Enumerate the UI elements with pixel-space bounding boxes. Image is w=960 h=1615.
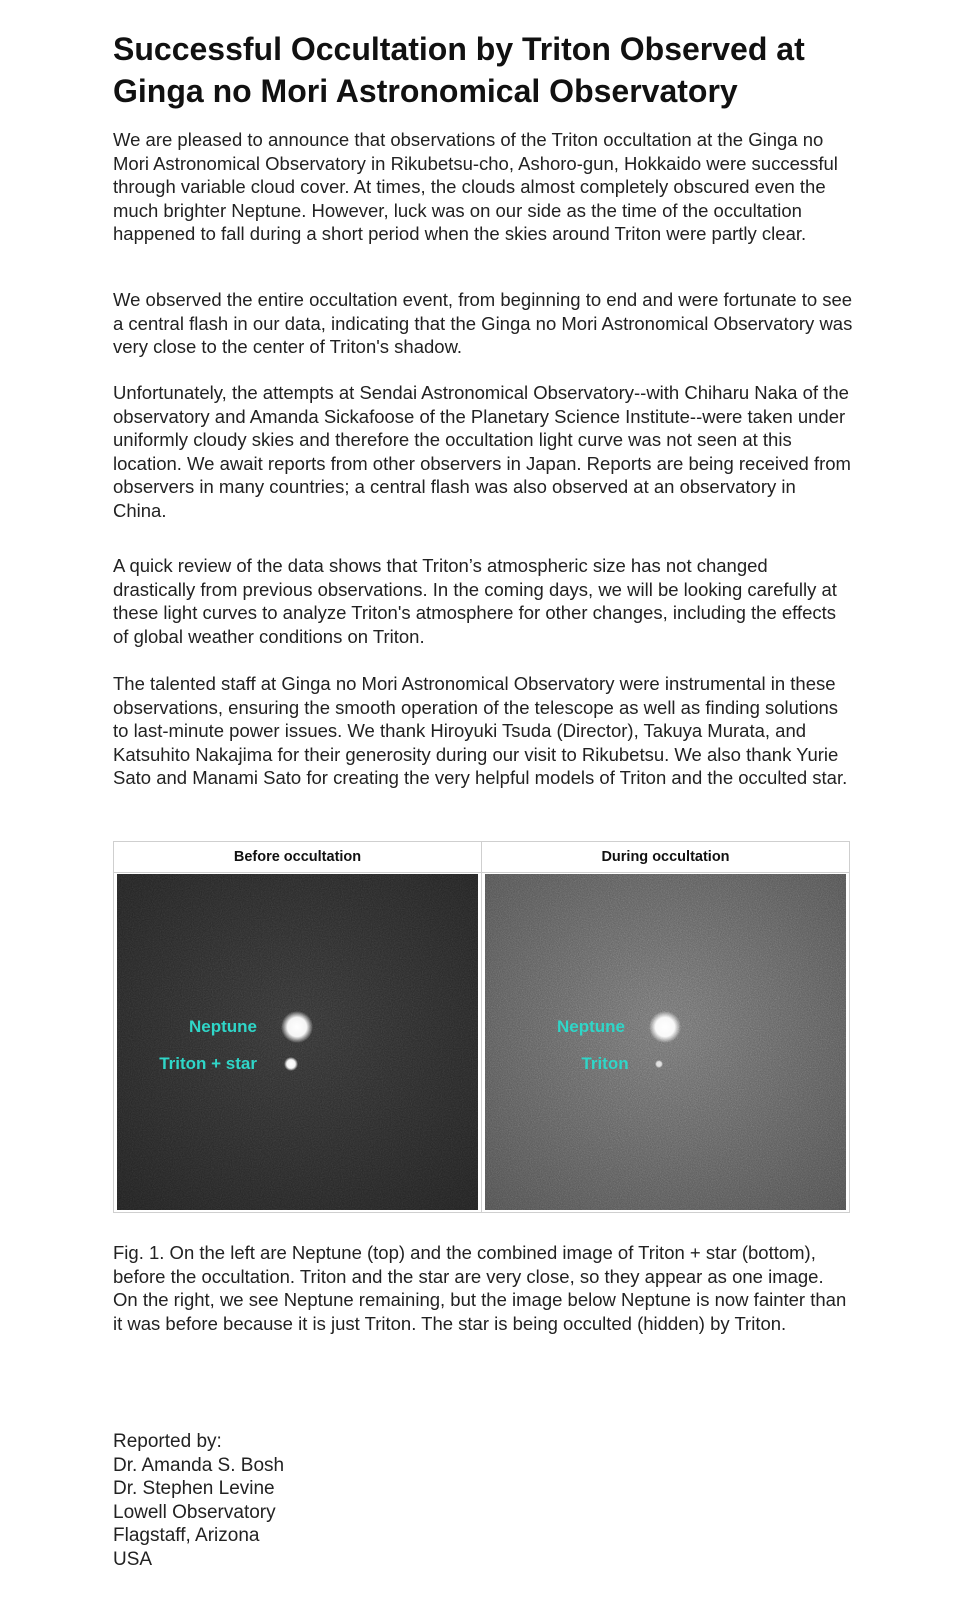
figure-column-before (114, 842, 482, 1212)
reporter-line: USA (113, 1548, 153, 1570)
neptune-label-during: Neptune (557, 1017, 625, 1036)
telescope-image-during-svg (485, 874, 846, 1210)
figure-caption: Fig. 1. On the left are Neptune (top) and the combined image of Triton + star (bottom), before the occultation. Triton and the star are very close, so they appear as one image. On the right, we see Neptune remaining, but the image below Neptune is now fainter than it was before because it is just Triton. The star is being occulted (hidden) by Triton. (113, 1242, 847, 1334)
figure-heading-during: During occultation (482, 842, 849, 873)
article-title: Successful Occultation by Triton Observed at Ginga no Mori Astronomical Observatory (113, 31, 805, 109)
reporter-line: Lowell Observatory (113, 1501, 276, 1523)
neptune-blob-before (281, 1011, 313, 1043)
paragraph-3: Unfortunately, the attempts at Sendai Astronomical Observatory--with Chiharu Naka of the observatory and Amanda Sickafoose of the Planetary Science Institute--were taken under uniformly cloudy skies and therefore the occultation light curve was not seen at this location. We await reports from other observers in Japan. Reports are being received from observers in many countries; a central flash was also observed at an observatory in China. (113, 382, 851, 521)
paragraph-1: We are pleased to announce that observations of the Triton occultation at the Ginga no Mori Astronomical Observatory in Rikubetsu-cho, Ashoro-gun, Hokkaido were successful through variable cloud cover. At times, the clouds almost completely obscured even the much brighter Neptune. However, luck was on our side as the time of the occultation happened to fall during a short period when the skies around Triton were partly clear. (113, 129, 838, 245)
telescope-image-before (117, 874, 478, 1210)
figure-heading-before: Before occultation (114, 842, 481, 873)
neptune-label-before: Neptune (189, 1017, 257, 1036)
paragraph-2: We observed the entire occultation event, from beginning to end and were fortunate to see a central flash in our data, indicating that the Ginga no Mori Astronomical Observatory was very close to the center of Triton's shadow. (113, 289, 853, 358)
reporter-line: Flagstaff, Arizona (113, 1525, 260, 1547)
triton-blob-during (655, 1060, 663, 1068)
neptune-blob-during (649, 1011, 681, 1043)
telescope-image-during (485, 874, 846, 1210)
paragraph-5: The talented staff at Ginga no Mori Astronomical Observatory were instrumental in these observations, ensuring the smooth operation of the telescope as well as finding solutions to last-minute power issues. We thank Hiroyuki Tsuda (Director), Takuya Murata, and Katsuhito Nakajima for their generosity during our visit to Rikubetsu. We also thank Yurie Sato and Manami Sato for creating the very helpful models of Triton and the occulted star. (113, 673, 848, 789)
telescope-image-before-svg (117, 874, 478, 1210)
paragraph-4: A quick review of the data shows that Triton’s atmospheric size has not changed drastically from previous observations. In the coming days, we will be looking carefully at these light curves to analyze Triton's atmosphere for other changes, including the effects of global weather conditions on Triton. (113, 555, 837, 647)
triton-star-label-before: Triton + star (159, 1054, 257, 1073)
figure-column-during (482, 842, 849, 1212)
reporter-line: Dr. Stephen Levine (113, 1478, 275, 1500)
reporter-block (113, 1430, 513, 1572)
triton-star-blob-before (284, 1057, 298, 1071)
reporter-heading: Reported by: (113, 1431, 222, 1452)
reporter-line: Dr. Amanda S. Bosh (113, 1454, 285, 1476)
triton-label-during: Triton (581, 1054, 629, 1073)
occultation-figure-table (113, 841, 850, 1213)
